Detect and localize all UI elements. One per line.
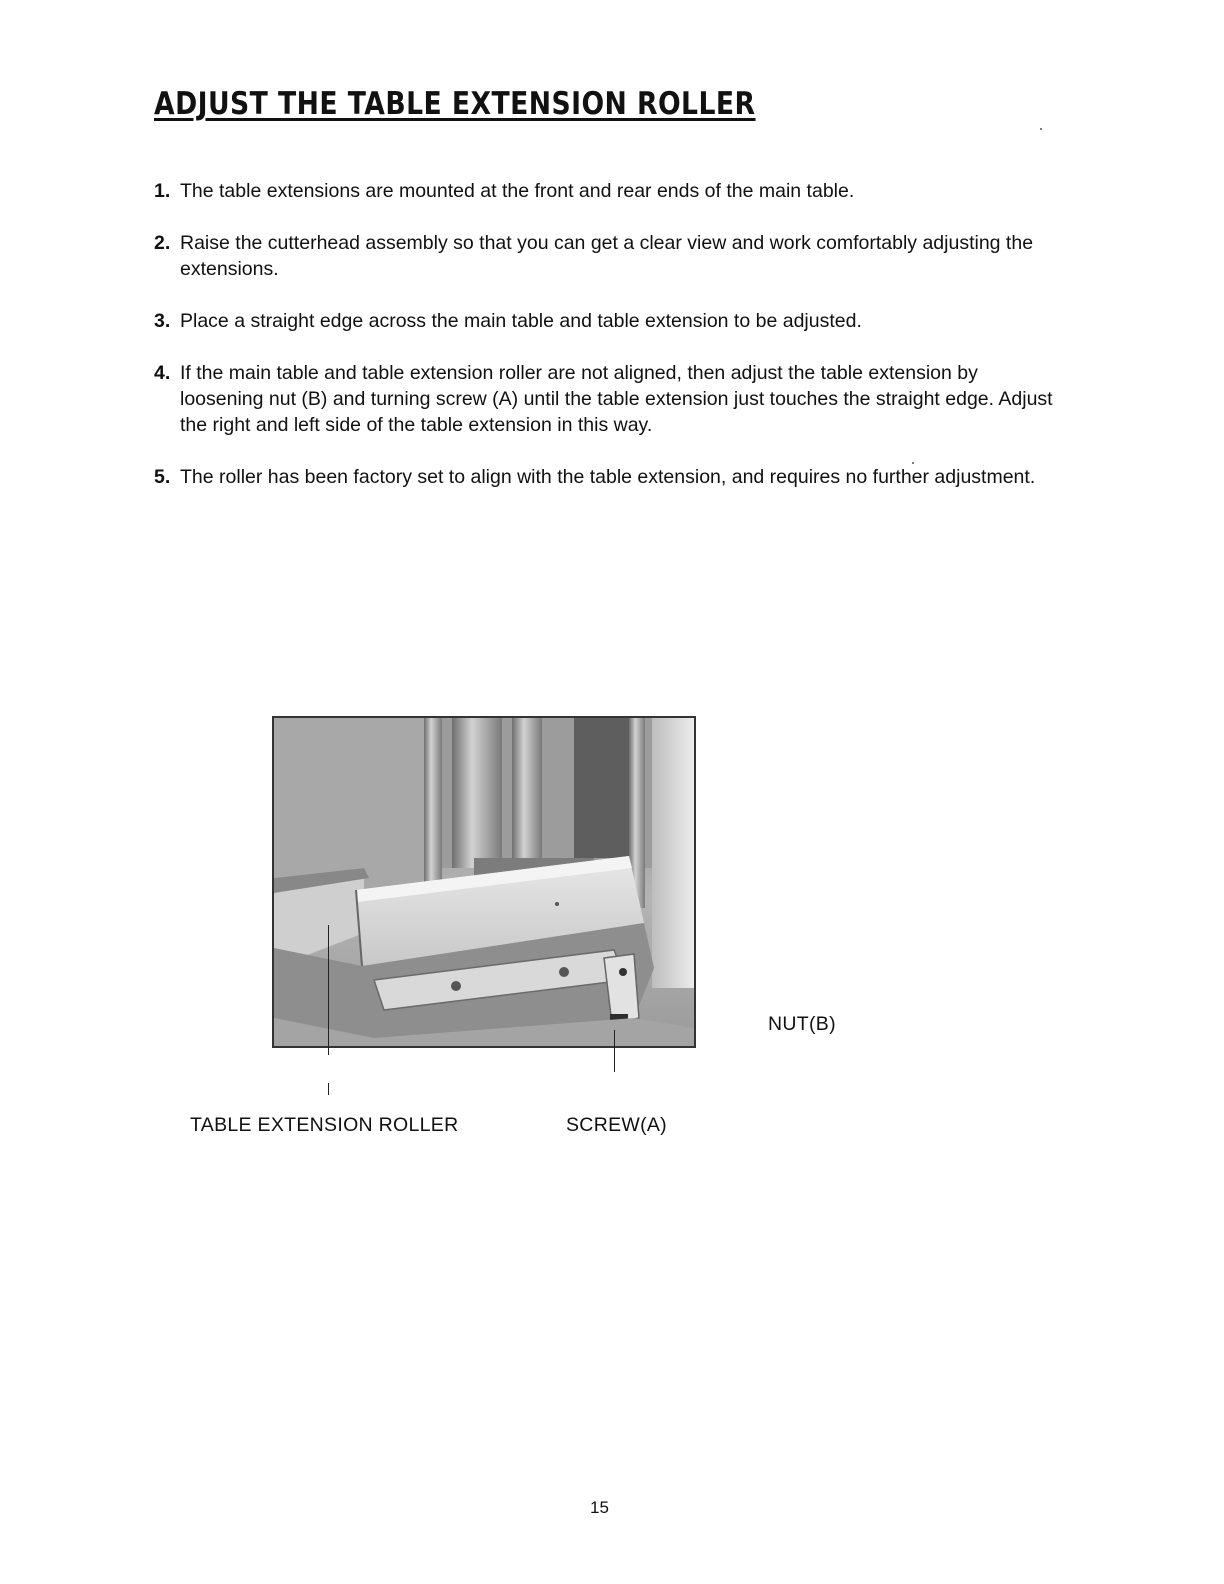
- step-text: The roller has been factory set to align with the table extension, and requires no further adjustment.: [180, 466, 1036, 488]
- step-number: 5.: [154, 466, 171, 488]
- scan-speck: [912, 462, 914, 464]
- screw-leader-line: [614, 1030, 615, 1072]
- scan-speck: [1040, 128, 1042, 130]
- roller-photo: [272, 716, 696, 1048]
- step-number: 3.: [154, 310, 171, 332]
- roller-label: TABLE EXTENSION ROLLER: [190, 1114, 459, 1136]
- page-title: ADJUST THE TABLE EXTENSION ROLLER: [154, 86, 756, 122]
- step-item: [154, 178, 1054, 204]
- step-text: If the main table and table extension roller are not aligned, then adjust the table extension by loosening nut (B) and turning screw (A) until the table extension just touches the straight edge. Adjust the right and left side of the table extension in this way.: [180, 362, 1053, 436]
- step-text: Place a straight edge across the main table and table extension to be adjusted.: [180, 310, 862, 332]
- step-item: [154, 308, 1054, 334]
- step-text: Raise the cutterhead assembly so that you can get a clear view and work comfortably adjusting the extensions.: [180, 232, 1034, 280]
- step-item: [154, 360, 1054, 438]
- step-number: 4.: [154, 362, 171, 384]
- page-number: 15: [590, 1498, 609, 1517]
- screw-label: SCREW(A): [566, 1114, 667, 1136]
- step-text: The table extensions are mounted at the front and rear ends of the main table.: [180, 180, 855, 202]
- roller-leader-tick: [328, 1083, 329, 1095]
- step-item: [154, 464, 1054, 490]
- instruction-steps: [154, 178, 1054, 516]
- step-number: 1.: [154, 180, 171, 202]
- nut-label: NUT(B): [768, 1013, 836, 1035]
- step-item: [154, 230, 1054, 282]
- roller-leader-line: [328, 925, 329, 1055]
- step-number: 2.: [154, 232, 171, 254]
- roller-photo-illustration: [274, 718, 694, 1046]
